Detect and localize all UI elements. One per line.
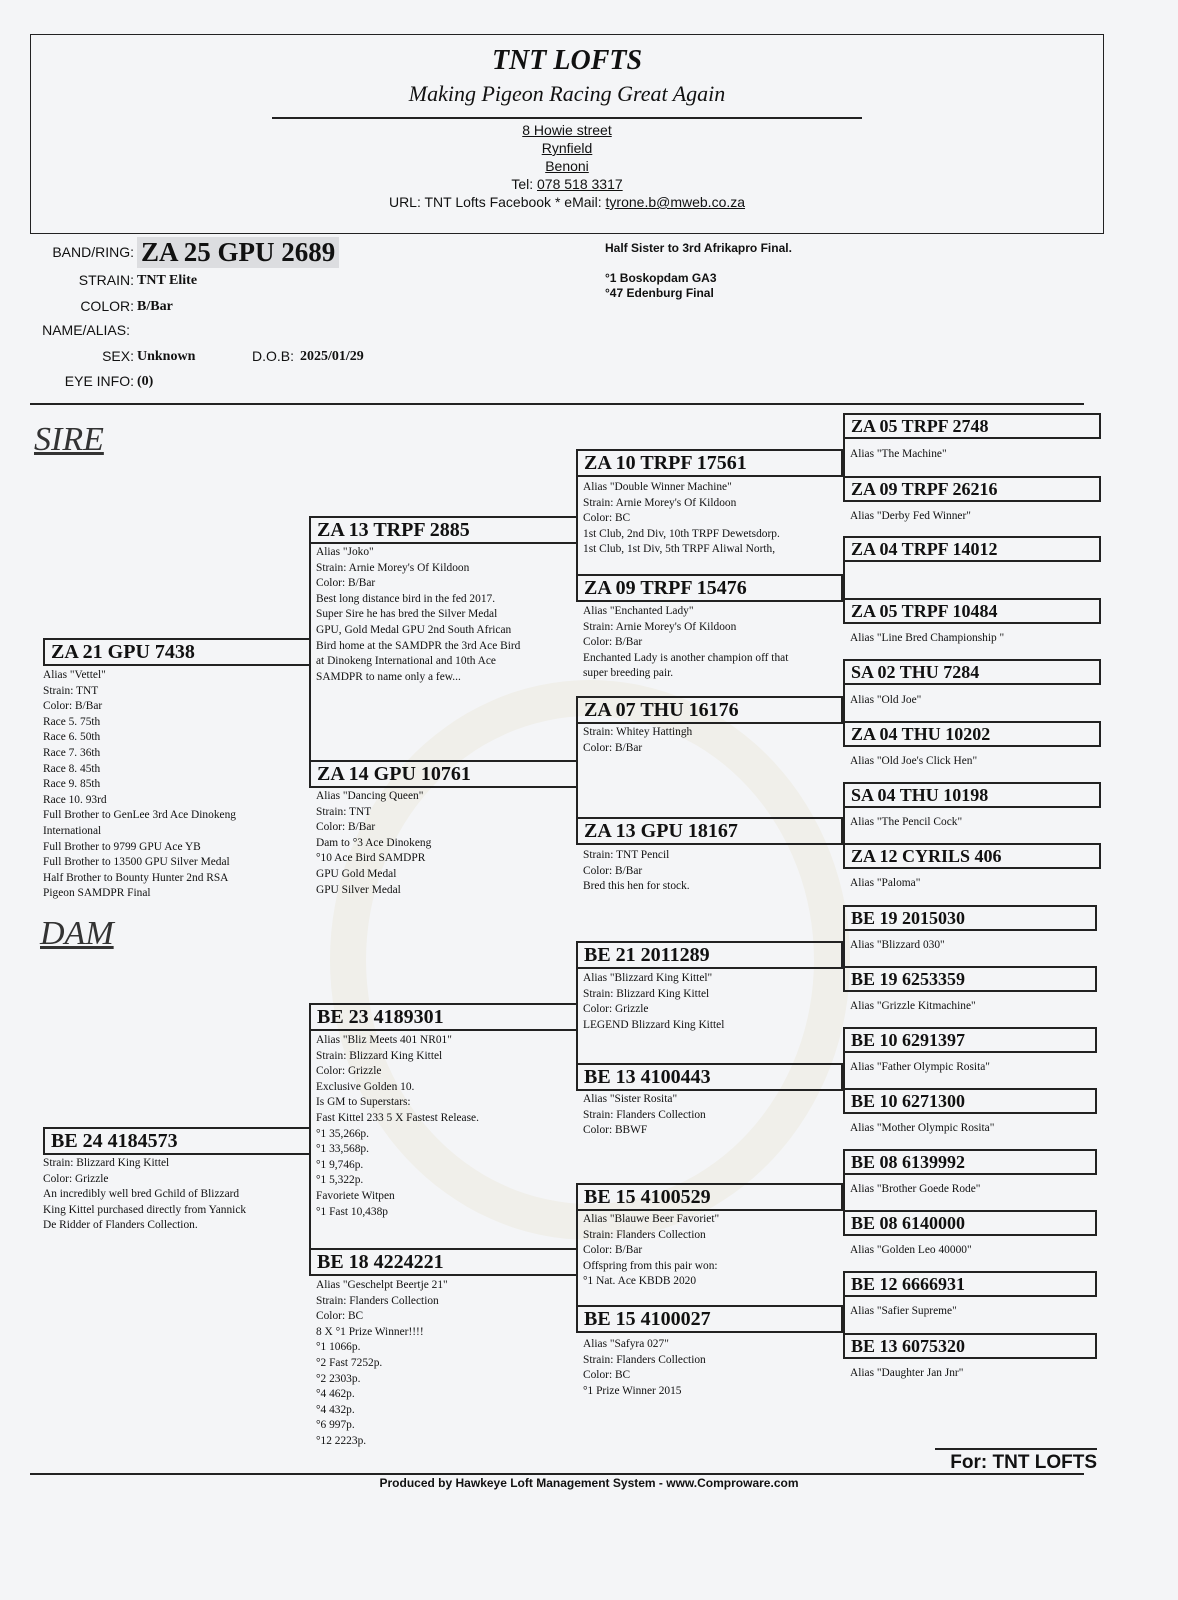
- g4-ring: BE 08 6140000: [843, 1210, 1097, 1236]
- g4-ring: BE 19 2015030: [843, 905, 1097, 931]
- g4-alias: Alias "The Machine": [850, 448, 947, 460]
- tel-label: Tel:: [511, 176, 534, 192]
- g4-alias: Alias "Safier Supreme": [850, 1305, 957, 1317]
- address-city: Benoni: [545, 158, 589, 174]
- email-link[interactable]: tyrone.b@mweb.co.za: [605, 194, 746, 210]
- produced-by[interactable]: Produced by Hawkeye Loft Management System - www.Comproware.com: [379, 1476, 799, 1490]
- ss-details: Alias "Joko" Strain: Arnie Morey's Of Kildoon Color: B/Bar Best long distance bird in the fed 2017. Super Sire he has bred the Silver Medal GPU, Gold Medal GPU 2nd South African Bird home at the SAMDPR the 3rd Ace Bird at Dinokeng International and 10th Ace SAMDPR to name only a few...: [316, 546, 521, 683]
- g4-ring: BE 10 6271300: [843, 1088, 1097, 1114]
- dss-details: Alias "Blizzard King Kittel" Strain: Blizzard King Kittel Color: Grizzle LEGEND Blizzard King Kittel: [583, 972, 725, 1031]
- color-label: COLOR:: [80, 298, 134, 314]
- g4-alias: Alias "Paloma": [850, 877, 921, 889]
- sire-heading: SIRE: [34, 421, 104, 458]
- g4-alias: Alias "Blizzard 030": [850, 939, 945, 951]
- g4-ring: ZA 04 THU 10202: [843, 721, 1101, 747]
- g4-ring: BE 12 6666931: [843, 1271, 1097, 1297]
- header-rule: [272, 117, 862, 119]
- g4-ring: ZA 05 TRPF 2748: [843, 413, 1101, 439]
- g4-ring: BE 08 6139992: [843, 1149, 1097, 1175]
- ds-details: Alias "Bliz Meets 401 NR01" Strain: Blizzard King Kittel Color: Grizzle Exclusive Golden 10. Is GM to Superstars: Fast Kittel 233 5 X Fastest Release. °1 35,266p. °1 33,568p. °1 9,746p. °1 5,322p. Favoriete Witpen °1 Fast 10,438p: [316, 1034, 479, 1218]
- loft-tagline: Making Pigeon Racing Great Again: [408, 81, 726, 106]
- band-label: BAND/RING:: [52, 244, 134, 260]
- g4-alias: Alias "Mother Olympic Rosita": [850, 1122, 995, 1134]
- sire-details: Alias "Vettel" Strain: TNT Color: B/Bar Race 5. 75th Race 6. 50th Race 7. 36th Race 8. 45th Race 9. 85th Race 10. 93rd Full Brother to GenLee 3rd Ace Dinokeng International Full Brother to 9799 GPU Ace YB Full Brother to 13500 GPU Silver Medal Half Brother to Bounty Hunter 2nd RSA Pigeon SAMDPR Final: [43, 669, 236, 900]
- color-value: B/Bar: [137, 299, 173, 314]
- g4-ring: SA 02 THU 7284: [843, 659, 1101, 685]
- dds-details: Alias "Blauwe Beer Favoriet" Strain: Flanders Collection Color: B/Bar Offspring from this pair won: °1 Nat. Ace KBDB 2020: [583, 1213, 720, 1288]
- tel-number: 078 518 3317: [537, 176, 623, 192]
- sdd-details: Strain: TNT Pencil Color: B/Bar Bred this hen for stock.: [583, 849, 690, 893]
- dss-ring: BE 21 2011289: [576, 941, 843, 969]
- header-box: [30, 34, 1104, 234]
- footer-rule: [30, 1473, 1084, 1475]
- sd-details: Alias "Dancing Queen" Strain: TNT Color: B/Bar Dam to °3 Ace Dinokeng °10 Ace Bird SAMDPR GPU Gold Medal GPU Silver Medal: [316, 790, 432, 896]
- g4-alias: Alias "Grizzle Kitmachine": [850, 1000, 976, 1012]
- g4-alias: Alias "Golden Leo 40000": [850, 1244, 972, 1256]
- ssd-details: Alias "Enchanted Lady" Strain: Arnie Morey's Of Kildoon Color: B/Bar Enchanted Lady is another champion off that super breeding pair.: [583, 605, 789, 680]
- alias-label: NAME/ALIAS:: [42, 322, 130, 338]
- g4-ring: ZA 09 TRPF 26216: [843, 476, 1101, 502]
- strain-value: TNT Elite: [137, 273, 198, 288]
- dam-ring: BE 24 4184573: [43, 1127, 311, 1155]
- ddd-ring: BE 15 4100027: [576, 1305, 843, 1333]
- address-street: 8 Howie street: [522, 122, 612, 138]
- sex-value: Unknown: [137, 349, 196, 364]
- g4-ring: BE 19 6253359: [843, 966, 1097, 992]
- sd-ring: ZA 14 GPU 10761: [309, 760, 578, 788]
- sire-ring: ZA 21 GPU 7438: [43, 638, 311, 666]
- g4-ring: BE 13 6075320: [843, 1333, 1097, 1359]
- sss-details: Alias "Double Winner Machine" Strain: Arnie Morey's Of Kildoon Color: BC 1st Club, 2nd Div, 10th TRPF Dewetsdorp. 1st Club, 1st Div, 5th TRPF Aliwal North,: [583, 481, 780, 556]
- dob-value: 2025/01/29: [300, 349, 364, 364]
- g4-ring: SA 04 THU 10198: [843, 782, 1101, 808]
- address-suburb: Rynfield: [541, 140, 593, 156]
- ddd-details: Alias "Safyra 027" Strain: Flanders Collection Color: BC °1 Prize Winner 2015: [583, 1338, 706, 1397]
- eye-label: EYE INFO:: [64, 373, 134, 389]
- sds-ring: ZA 07 THU 16176: [576, 696, 843, 724]
- g4-alias: Alias "Old Joe": [850, 694, 922, 706]
- g4-ring: ZA 04 TRPF 14012: [843, 536, 1101, 562]
- dam-heading: DAM: [40, 915, 114, 952]
- g4-alias: Alias "Daughter Jan Jnr": [850, 1367, 964, 1379]
- url-label: URL: TNT Lofts Facebook * eMail:: [388, 194, 602, 210]
- dsd-details: Alias "Sister Rosita" Strain: Flanders Collection Color: BBWF: [583, 1093, 706, 1137]
- dd-ring: BE 18 4224221: [309, 1248, 578, 1276]
- sss-ring: ZA 10 TRPF 17561: [576, 449, 843, 477]
- section-divider: [30, 403, 1084, 405]
- band-number: ZA 25 GPU 2689: [137, 237, 339, 268]
- for-label: For: TNT LOFTS: [935, 1448, 1097, 1474]
- dam-details: Strain: Blizzard King Kittel Color: Grizzle An incredibly well bred Gchild of Blizzard King Kittel purchased directly from Yannick De Ridder of Flanders Collection.: [43, 1157, 247, 1232]
- g4-alias: Alias "Old Joe's Click Hen": [850, 755, 978, 767]
- ds-ring: BE 23 4189301: [309, 1003, 578, 1031]
- dob-label: D.O.B:: [251, 348, 294, 364]
- g4-ring: ZA 05 TRPF 10484: [843, 598, 1101, 624]
- dd-details: Alias "Geschelpt Beertje 21" Strain: Flanders Collection Color: BC 8 X °1 Prize Winner!!!! °1 1066p. °2 Fast 7252p. °2 2303p. °4 462p. °4 432p. °6 997p. °12 2223p.: [316, 1279, 448, 1447]
- g4-ring: BE 10 6291397: [843, 1027, 1097, 1053]
- loft-title: TNT LOFTS: [491, 45, 643, 76]
- g4-ring: ZA 12 CYRILS 406: [843, 843, 1101, 869]
- strain-label: STRAIN:: [78, 272, 134, 288]
- dsd-ring: BE 13 4100443: [576, 1063, 843, 1091]
- dds-ring: BE 15 4100529: [576, 1183, 843, 1211]
- g4-alias: Alias "Derby Fed Winner": [850, 510, 971, 522]
- eye-value: (0): [137, 374, 154, 389]
- g4-alias: Alias "Brother Goede Rode": [850, 1183, 981, 1195]
- sdd-ring: ZA 13 GPU 18167: [576, 817, 843, 845]
- g4-alias: Alias "The Pencil Cock": [850, 816, 963, 828]
- g4-alias: Alias "Line Bred Championship ": [850, 632, 1005, 644]
- bird-notes: Half Sister to 3rd Afrikapro Final. °1 Boskopdam GA3 °47 Edenburg Final: [605, 241, 792, 300]
- ss-ring: ZA 13 TRPF 2885: [309, 516, 578, 544]
- g4-alias: Alias "Father Olympic Rosita": [850, 1061, 990, 1073]
- sex-label: SEX:: [102, 348, 134, 364]
- sds-details: Strain: Whitey Hattingh Color: B/Bar: [583, 726, 693, 754]
- ssd-ring: ZA 09 TRPF 15476: [576, 574, 843, 602]
